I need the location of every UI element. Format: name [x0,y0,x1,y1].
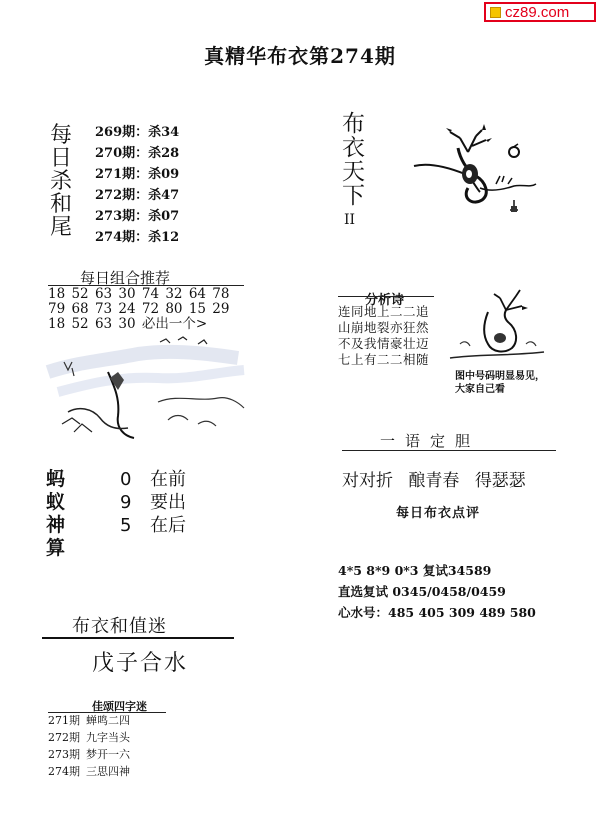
riddle-title: 佳颂四字迷 [92,700,147,713]
riddle-row [48,746,130,763]
mayi-digit: 5 [120,515,132,536]
buyi-suffix: II [344,212,356,228]
buyi-tianxia-label [342,112,365,209]
riddle-period: 274期 [48,765,80,778]
ink-sketch-tree-illustration [410,122,550,222]
mayi-predictions [120,468,186,537]
divider [42,637,234,639]
kill-tail-list [95,122,179,248]
analysis-title: 分析诗 [365,293,405,308]
riddle-text: 三思四神 [86,765,130,778]
poem-line: 山崩地裂亦狂然 [338,320,430,335]
mayi-label [46,468,65,560]
buyi-char: 天 [342,159,365,186]
mayi-text: 在后 [150,515,186,536]
image-caption [455,370,545,396]
landscape-sketch-illustration [48,332,248,440]
kill-tail-entry: 273期：杀07 [95,209,180,224]
kill-tail-entry: 270期：杀28 [95,146,180,161]
kill-tail-entry: 271期：杀09 [95,167,180,182]
one-word-phrases [342,466,526,491]
page-title: 真精华布衣第274期 [204,44,396,68]
mayi-digit: 9 [120,492,132,513]
caption-line: 图中号码明显易见， [455,371,545,382]
divider [342,450,556,451]
analysis-poem [338,304,429,368]
poem-line: 连同地上二二追 [338,304,430,319]
riddle-text: 九字当头 [86,731,130,744]
combo-row: 18 52 63 30 74 32 64 78 [48,286,230,302]
mayi-char: 算 [46,537,66,559]
poem-line: 七上有二二相随 [338,352,430,367]
phrase: 酿青春 [408,471,460,491]
buyi-char: 下 [342,183,365,210]
riddle-period: 271期 [48,714,80,727]
mayi-char: 蚂 [46,468,66,490]
mayi-text: 在前 [150,469,186,490]
recommendation-info [338,560,536,623]
logo-square-icon [490,7,501,18]
riddle-text: 梦开一六 [86,748,130,761]
combo-row: 79 68 73 24 72 80 15 29 [48,301,230,317]
phrase: 对对折 [342,471,393,491]
mayi-text: 要出 [150,492,186,513]
riddle-row [48,729,130,746]
kill-tail-entry: 274期：杀12 [95,230,180,245]
one-word-title: 一语定胆 [380,432,481,450]
combo-title: 每日组合推荐 [80,269,171,287]
mayi-row [120,468,186,491]
mayi-row [120,491,186,514]
riddle-text: 蝉鸣二四 [86,714,130,727]
kill-tail-entry: 269期：杀34 [95,125,180,140]
riddle-row [48,763,130,780]
combo-row: 18 52 63 30 必出一个> [48,316,208,332]
riddle-period: 273期 [48,748,80,761]
phrase: 得瑟瑟 [474,471,526,491]
mayi-char: 蚁 [46,491,66,513]
hezhi-answer: 戊子合水 [92,651,189,676]
kill-tail-label [50,124,72,239]
site-name: cz89.com [505,3,570,21]
info-line-favorite: 心水号：485 405 309 489 580 [338,605,536,620]
poem-line: 不及我情豪壮迈 [338,336,430,351]
kill-tail-char: 每 [50,123,73,148]
mayi-digit: 0 [120,469,132,490]
riddle-period: 272期 [48,731,80,744]
buyi-char: 布 [342,111,365,137]
combo-number-grid [48,287,229,332]
site-watermark-badge [484,2,596,22]
divider [338,296,434,297]
kill-tail-char: 尾 [50,215,73,241]
kill-tail-char: 和 [50,192,73,218]
kill-tail-char: 杀 [50,169,73,195]
kill-tail-char: 日 [50,146,73,172]
riddle-list [48,712,130,778]
info-line-compound: 4*5 8*9 0*3 复试34589 [338,563,492,578]
vase-sketch-illustration [448,288,548,368]
daily-comment-label: 每日布衣点评 [396,506,481,521]
caption-line: 大家自己看 [455,384,505,395]
hezhi-title: 布衣和值迷 [72,616,167,637]
buyi-char: 衣 [342,135,365,162]
mayi-char: 神 [46,514,66,536]
kill-tail-entry: 272期：杀47 [95,188,180,203]
mayi-row [120,514,186,537]
riddle-row [48,712,130,729]
info-line-direct: 直选复试 0345/0458/0459 [338,584,506,599]
